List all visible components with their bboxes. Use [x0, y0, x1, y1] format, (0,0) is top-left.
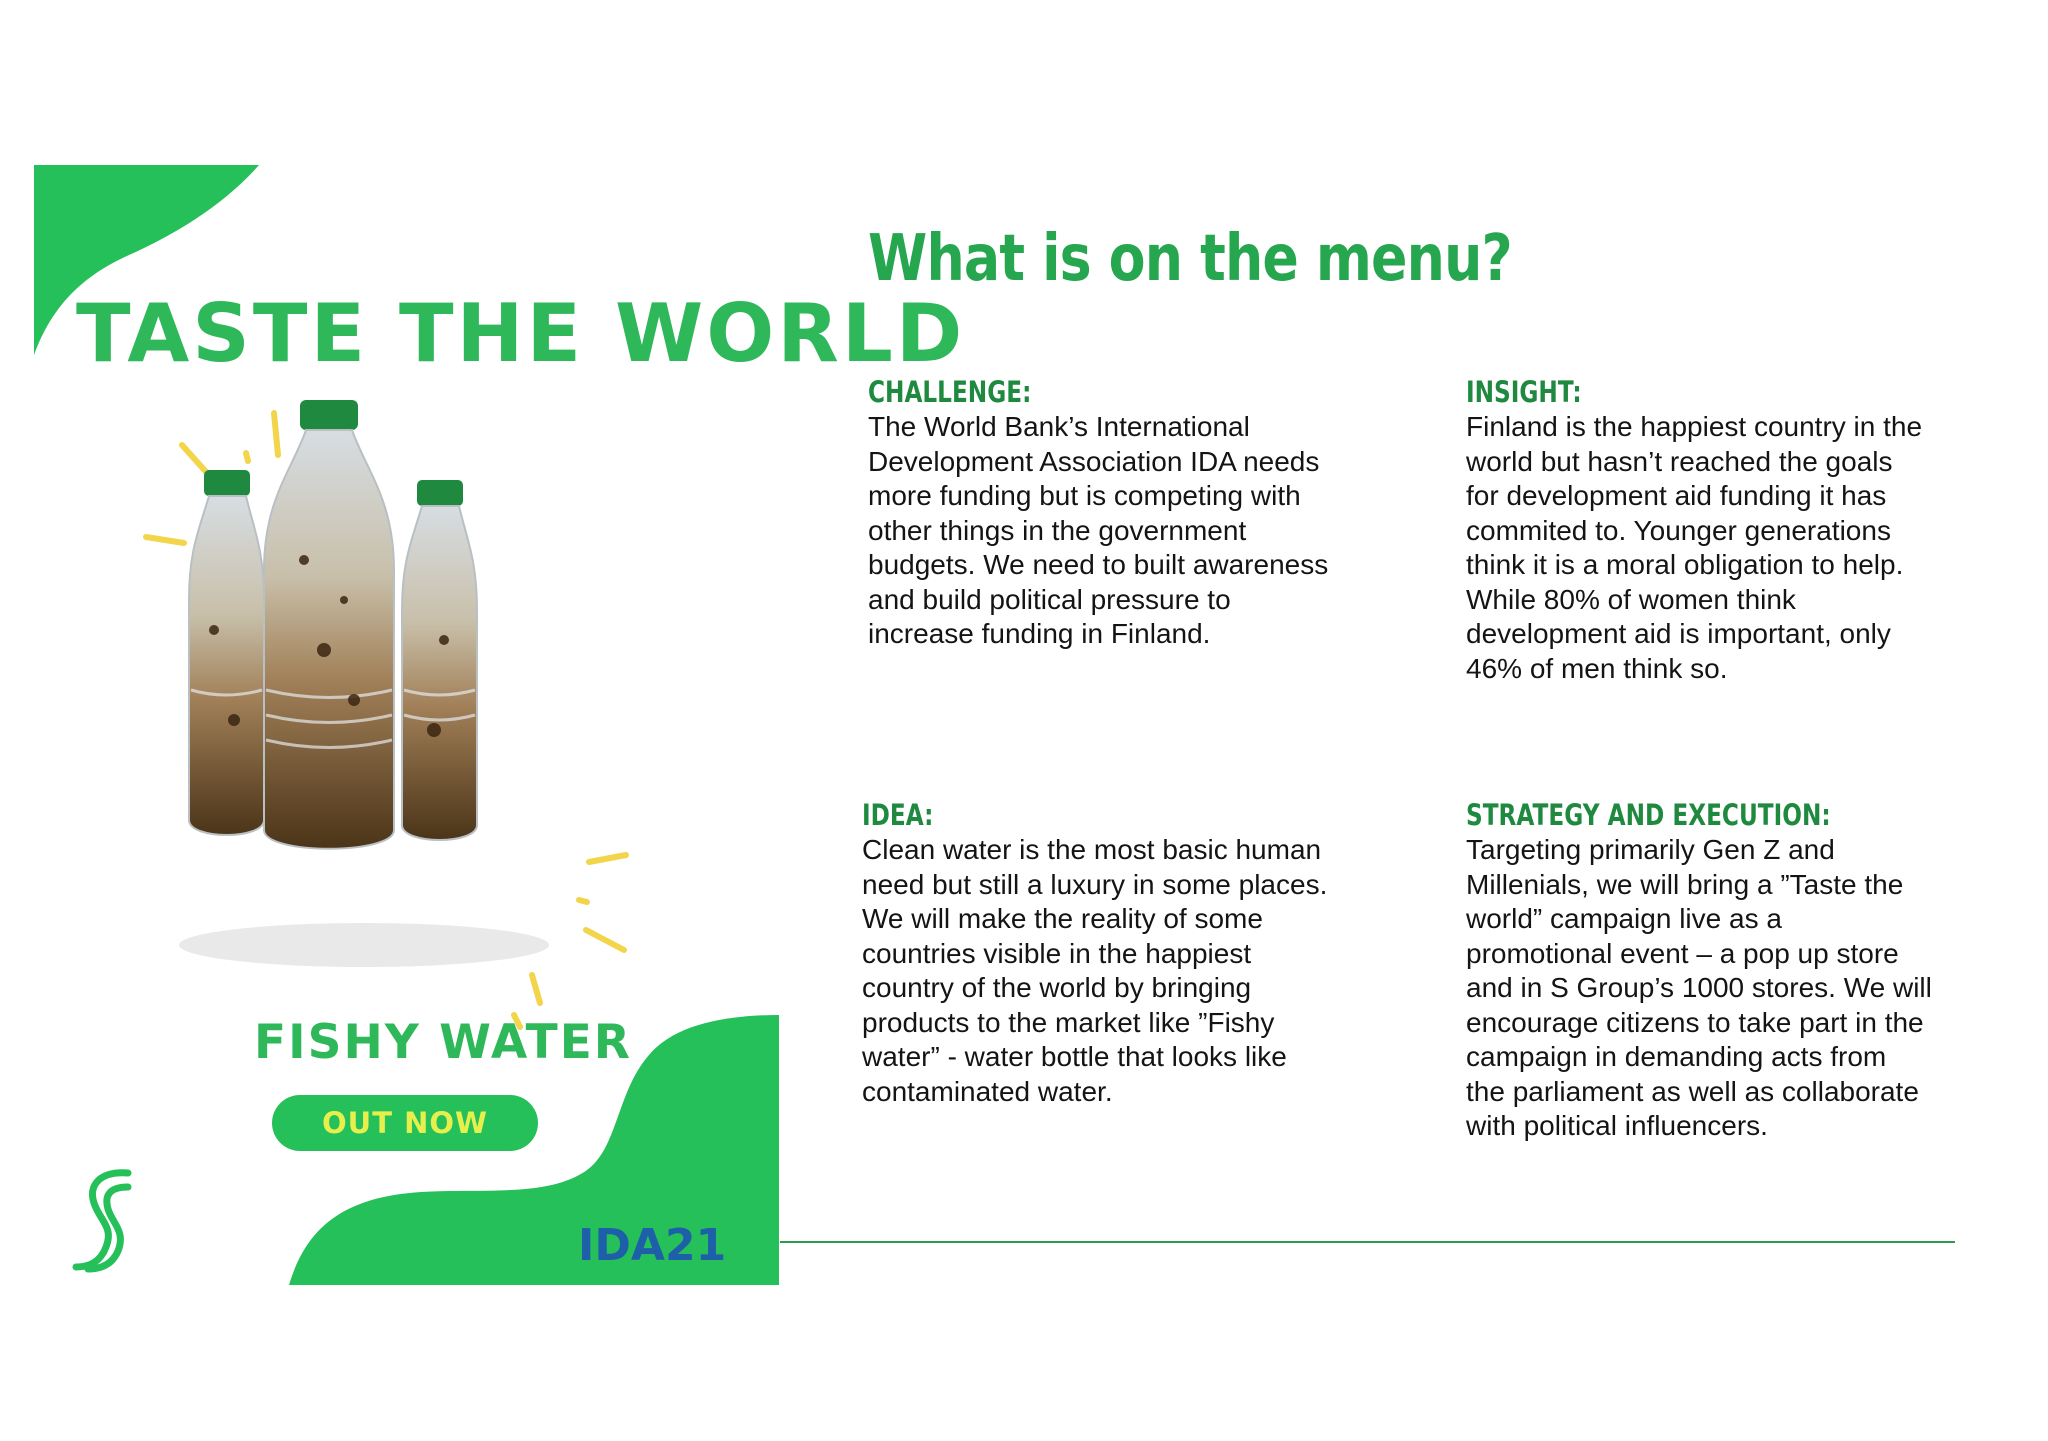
- strategy-section: [1466, 797, 2046, 1144]
- strategy-heading: STRATEGY AND EXECUTION:: [1466, 798, 1831, 832]
- challenge-section: [868, 374, 1448, 652]
- out-now-button[interactable]: OUT NOW: [272, 1095, 538, 1151]
- bottom-divider: [780, 1241, 1955, 1243]
- page-title: What is on the menu?: [868, 222, 1512, 296]
- idea-heading: IDEA:: [862, 798, 934, 832]
- product-name: FISHY WATER: [254, 1015, 632, 1070]
- idea-section: [862, 797, 1442, 1109]
- strategy-text: Targeting primarily Gen Z and Millenials, we will bring a ”Taste the world” campaign live as a promotional event – a pop up store and in S Group’s 1000 stores. We will encourage citizens to take part in the campaign in demanding acts from the parliament as well as collaborate with political influencers.: [1466, 834, 1932, 1141]
- ida21-logo-icon: [578, 1220, 768, 1271]
- insight-section: [1466, 374, 2046, 686]
- challenge-heading: CHALLENGE:: [868, 375, 1032, 409]
- insight-text: Finland is the happiest country in the world but hasn’t reached the goals for development aid funding it has commited to. Younger generations think it is a moral obligation to help. While 80% of women think development aid is important, only 46% of men think so.: [1466, 411, 1923, 684]
- insight-heading: INSIGHT:: [1466, 375, 1582, 409]
- ida-logo-text: IDA21: [578, 1220, 727, 1271]
- poster-headline: TASTE THE WORLD: [76, 287, 966, 380]
- s-group-logo-icon: [70, 1165, 134, 1275]
- idea-text: Clean water is the most basic human need but still a luxury in some places. We will make the reality of some countries visible in the happiest country of the world by bringing products to the market like ”Fishy water” - water bottle that looks like contaminated water.: [862, 834, 1328, 1107]
- water-bottle-icon: [154, 400, 514, 860]
- challenge-text: The World Bank’s International Development Association IDA needs more funding but is competing with other things in the government budgets. We need to built awareness and build political pressure to increase funding in Finland.: [868, 411, 1329, 649]
